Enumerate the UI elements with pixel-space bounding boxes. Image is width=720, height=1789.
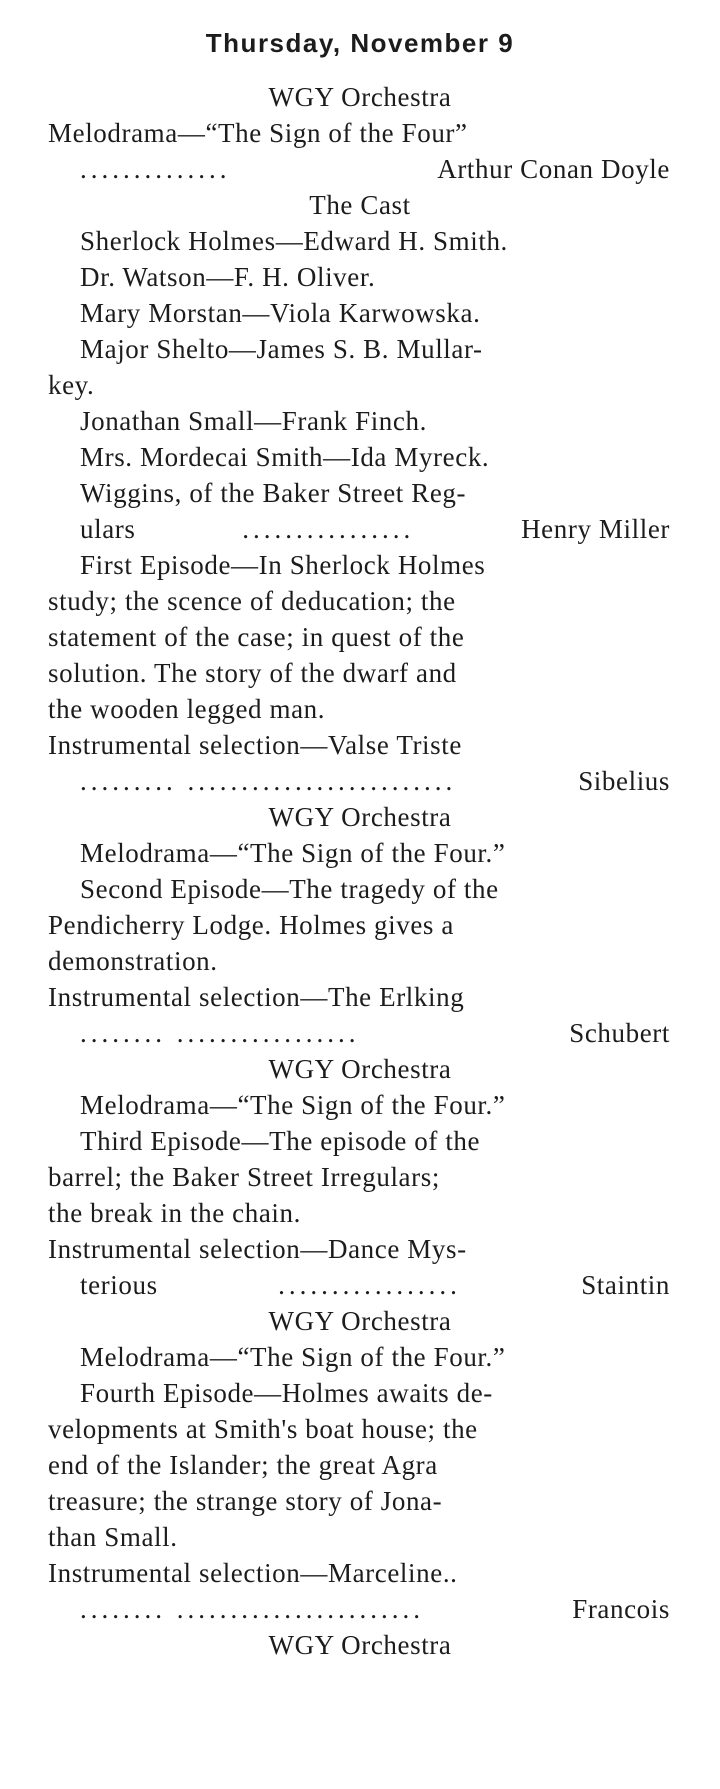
date-heading: Thursday, November 9: [205, 28, 515, 58]
episode-text: demonstration.: [48, 946, 218, 976]
leader-dots: .................: [278, 1270, 461, 1300]
composer-name: Sibelius: [578, 766, 670, 796]
episode-text: barrel; the Baker Street Irregulars;: [48, 1162, 440, 1192]
episode-text: than Small.: [48, 1522, 178, 1552]
author-name: Arthur Conan Doyle: [437, 154, 670, 184]
orchestra-line: WGY Orchestra: [268, 802, 452, 832]
cast-line: Mrs. Mordecai Smith—Ida Myreck.: [80, 442, 490, 472]
program-line: Melodrama—“The Sign of the Four.”: [80, 1342, 506, 1372]
composer-name: Staintin: [581, 1270, 670, 1300]
author-line: [80, 150, 670, 188]
cast-line: key.: [48, 370, 95, 400]
composer-line: [80, 1590, 670, 1628]
leader-dots: ......... .........................: [80, 766, 457, 796]
episode-text: study; the scence of deducation; the: [48, 586, 456, 616]
episode-text: solution. The story of the dwarf and: [48, 658, 457, 688]
composer-name: Schubert: [569, 1018, 670, 1048]
episode-text: treasure; the strange story of Jona-: [48, 1486, 443, 1516]
program-line: Melodrama—“The Sign of the Four.”: [80, 838, 506, 868]
episode-text: Pendicherry Lodge. Holmes gives a: [48, 910, 454, 940]
episode-text: velopments at Smith's boat house; the: [48, 1414, 478, 1444]
program-line: Melodrama—“The Sign of the Four”: [48, 118, 468, 148]
episode-text: end of the Islander; the great Agra: [48, 1450, 438, 1480]
selection-line: Instrumental selection—Dance Mys-: [48, 1234, 467, 1264]
episode-text: Third Episode—The episode of the: [80, 1126, 481, 1156]
cast-actor: Henry Miller: [521, 514, 670, 544]
program-line: Melodrama—“The Sign of the Four.”: [80, 1090, 506, 1120]
orchestra-line: WGY Orchestra: [268, 1054, 452, 1084]
cast-line: [80, 510, 670, 548]
episode-text: statement of the case; in quest of the: [48, 622, 465, 652]
leader-dots: ........ .......................: [80, 1594, 424, 1624]
orchestra-line: WGY Orchestra: [268, 1306, 452, 1336]
episode-text: Second Episode—The tragedy of the: [80, 874, 499, 904]
episode-text: First Episode—In Sherlock Holmes: [80, 550, 486, 580]
composer-line: [80, 1014, 670, 1052]
cast-line: Sherlock Holmes—Edward H. Smith.: [80, 226, 508, 256]
cast-role: ulars: [80, 514, 136, 544]
cast-line: Major Shelto—James S. B. Mullar-: [80, 334, 483, 364]
cast-line: Dr. Watson—F. H. Oliver.: [80, 262, 376, 292]
episode-text: Fourth Episode—Holmes awaits de-: [80, 1378, 493, 1408]
cast-line: Jonathan Small—Frank Finch.: [80, 406, 427, 436]
leader-dots: ..............: [80, 154, 231, 184]
episode-text: the wooden legged man.: [48, 694, 326, 724]
episode-text: the break in the chain.: [48, 1198, 301, 1228]
leader-dots: ........ .................: [80, 1018, 360, 1048]
cast-line: Wiggins, of the Baker Street Reg-: [80, 478, 467, 508]
cast-heading: The Cast: [309, 190, 411, 220]
orchestra-line: WGY Orchestra: [268, 1630, 452, 1660]
composer-line: [80, 762, 670, 800]
composer-line: [80, 1266, 670, 1304]
leader-dots: ................: [242, 514, 415, 544]
orchestra-line: WGY Orchestra: [268, 82, 452, 112]
selection-line: Instrumental selection—The Erlking: [48, 982, 465, 1012]
cast-line: Mary Morstan—Viola Karwowska.: [80, 298, 481, 328]
composer-name: Francois: [572, 1594, 670, 1624]
selection-continued: terious: [80, 1270, 158, 1300]
selection-line: Instrumental selection—Valse Triste: [48, 730, 462, 760]
selection-line: Instrumental selection—Marceline..: [48, 1558, 458, 1588]
